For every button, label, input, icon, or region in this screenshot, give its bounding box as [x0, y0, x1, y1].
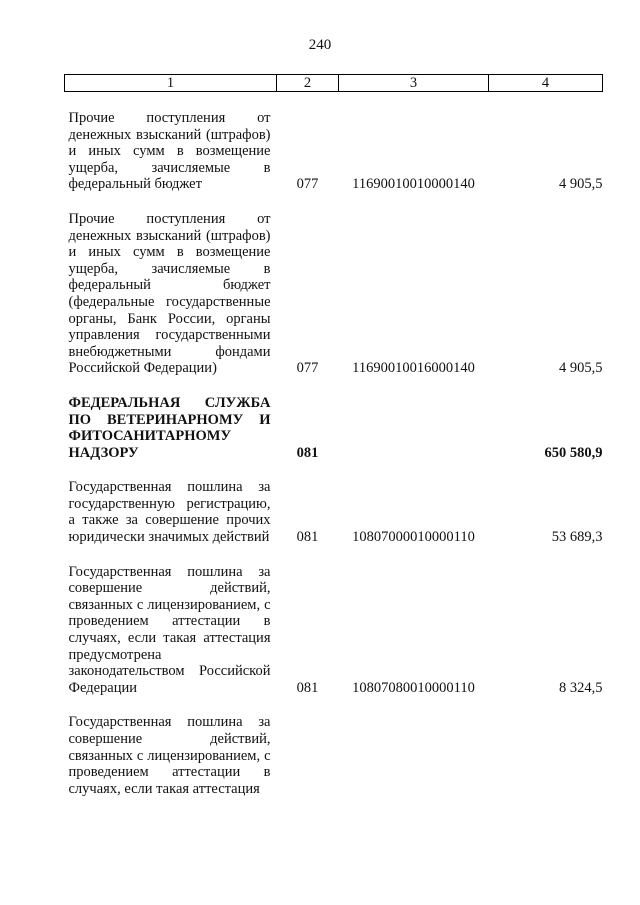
row-kbk-code [339, 714, 489, 797]
row-spacer [65, 696, 603, 714]
table-row [65, 110, 603, 193]
row-kbk-code [339, 395, 489, 461]
table-body [65, 92, 603, 798]
row-admin-code: 081 [296, 529, 319, 546]
row-spacer [65, 377, 603, 395]
table-row [65, 211, 603, 377]
row-spacer [65, 193, 603, 211]
row-amount: 4 905,5 [559, 176, 603, 193]
row-name: ФЕДЕРАЛЬНАЯ СЛУЖБА ПО ВЕТЕРИНАРНОМУ И ФИТОСАНИТАРНОМУ НАДЗОРУ [68, 394, 271, 461]
row-name: Государственная пошлина за совершение действий, связанных с лицензированием, с проведением аттестации в случаях, если такая аттестация предусмотрена законодательством Российской Федерации [68, 563, 271, 696]
page-number: 240 [308, 37, 332, 53]
table-header [65, 75, 603, 92]
header-col-3: 3 [339, 75, 489, 92]
row-name: Государственная пошлина за государственную регистрацию, а также за совершение прочих юридически значимых действий [68, 479, 271, 546]
row-admin-code [277, 714, 339, 797]
row-spacer [65, 546, 603, 564]
row-admin-code: 081 [296, 444, 319, 461]
row-name: Прочие поступления от денежных взысканий (штрафов) и иных сумм в возмещение ущерба, зачисляемые в федеральный бюджет (федеральные государственные органы, Банк России, органы управления государственными внебюджетными фондами Российской Федерации) [68, 210, 271, 377]
revenue-table [64, 74, 603, 797]
row-kbk-code: 11690010010000140 [352, 176, 475, 193]
row-admin-code: 077 [296, 176, 319, 193]
header-col-1: 1 [65, 75, 277, 92]
header-row [65, 75, 603, 92]
row-amount [489, 714, 603, 797]
header-col-4: 4 [489, 75, 603, 92]
row-admin-code: 077 [296, 360, 319, 377]
row-name: Государственная пошлина за совершение действий, связанных с лицензированием, с проведением аттестации в случаях, если такая аттестация [68, 714, 271, 797]
row-amount: 8 324,5 [559, 679, 603, 696]
row-kbk-code: 11690010016000140 [352, 360, 475, 377]
row-kbk-code: 10807000010000110 [352, 529, 475, 546]
row-amount: 53 689,3 [551, 529, 603, 546]
header-col-2: 2 [277, 75, 339, 92]
table-row [65, 479, 603, 545]
row-name: Прочие поступления от денежных взысканий (штрафов) и иных сумм в возмещение ущерба, зачисляемые в федеральный бюджет [68, 110, 271, 193]
row-admin-code: 081 [296, 679, 319, 696]
row-kbk-code: 10807080010000110 [352, 679, 475, 696]
row-amount: 4 905,5 [559, 360, 603, 377]
row-spacer [65, 461, 603, 479]
table-row [65, 564, 603, 697]
table-row [65, 714, 603, 797]
row-spacer [65, 92, 603, 111]
row-amount: 650 580,9 [544, 444, 603, 461]
table-row-section [65, 395, 603, 461]
